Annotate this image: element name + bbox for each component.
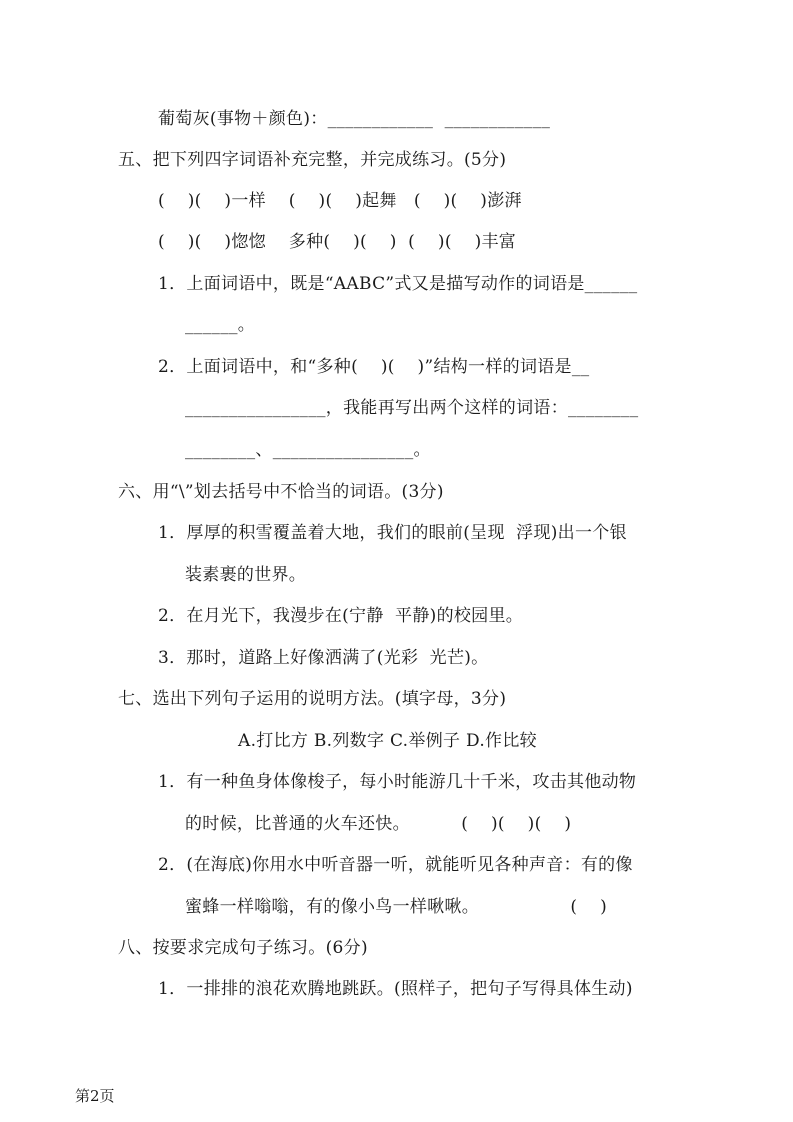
question-item: 1．一排排的浪花欢腾地跳跃。(照样子，把句子写得具体生动) <box>158 979 633 999</box>
question-item: 2．上面词语中，和“多种( )( )”结构一样的词语是__ <box>158 357 590 377</box>
text-line: ________________，我能再写出两个这样的词语：________ <box>185 398 639 418</box>
options-line: A.打比方 B.列数字 C.举例子 D.作比较 <box>238 731 537 751</box>
text-line: 的时候，比普通的火车还快。 ( )( )( ) <box>185 814 572 834</box>
question-item: 1．厚厚的积雪覆盖着大地，我们的眼前(呈现 浮现)出一个银 <box>158 523 627 543</box>
text-line: ________、________________。 <box>185 440 431 460</box>
question-item: 1．上面词语中，既是“AABC”式又是描写动作的词语是______ <box>158 274 638 294</box>
page-number: 第2页 <box>75 1087 115 1105</box>
question-item: 1．有一种鱼身体像梭子，每小时能游几十千米，攻击其他动物 <box>158 772 637 792</box>
text-line: ( )( )惚惚 多种( )( ) ( )( )丰富 <box>158 232 517 252</box>
question-item: 3．那时，道路上好像洒满了(光彩 光芒)。 <box>158 648 489 668</box>
text-line: ( )( )一样 ( )( )起舞 ( )( )澎湃 <box>158 191 522 211</box>
text-line: 装素裹的世界。 <box>185 565 307 585</box>
question-item: 2．(在海底)你用水中听音器一听，就能听见各种声音：有的像 <box>158 855 633 875</box>
section-heading: 六、用“\”划去括号中不恰当的词语。(3分) <box>118 482 444 502</box>
text-line: 蜜蜂一样嗡嗡，有的像小鸟一样啾啾。 ( ) <box>185 897 608 917</box>
section-heading: 七、选出下列句子运用的说明方法。(填字母，3分) <box>118 689 507 709</box>
section-heading: 五、把下列四字词语补充完整，并完成练习。(5分) <box>118 150 507 170</box>
text-line: ______。 <box>185 315 256 335</box>
text-line: 葡萄灰(事物＋颜色)：____________ ____________ <box>158 109 551 129</box>
question-item: 2．在月光下，我漫步在(宁静 平静)的校园里。 <box>158 606 524 626</box>
section-heading: 八、按要求完成句子练习。(6分) <box>118 938 368 958</box>
